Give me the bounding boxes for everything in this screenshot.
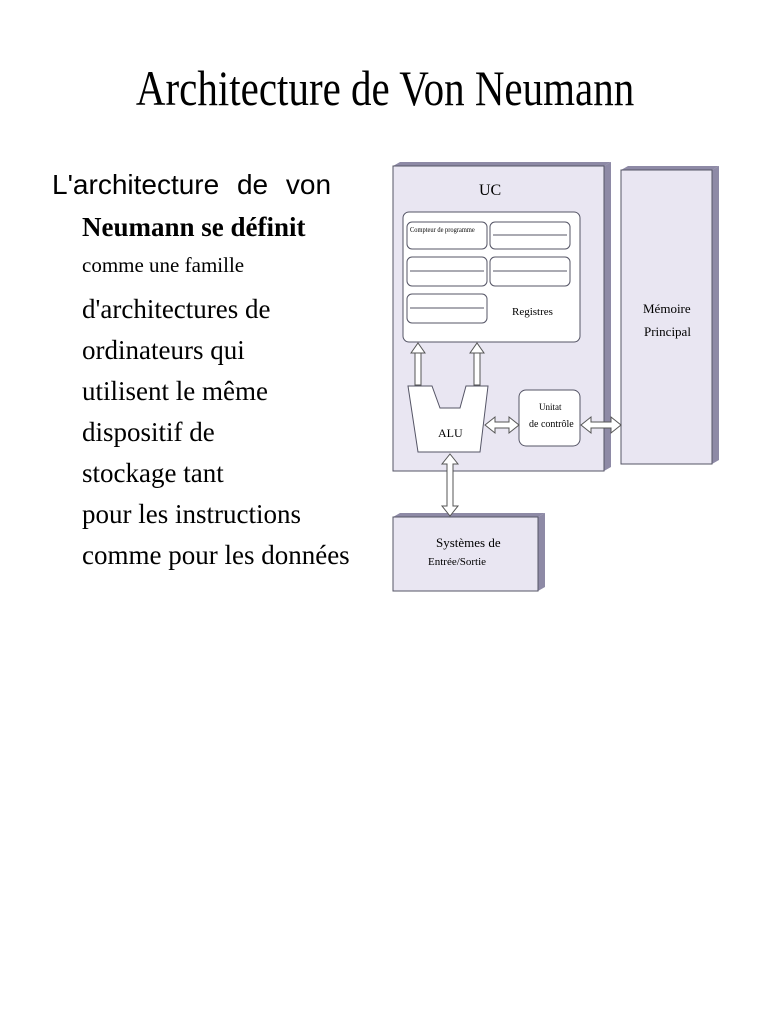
- alu-io-double-arrow: [442, 454, 458, 516]
- alu-label: ALU: [438, 426, 463, 440]
- von-neumann-diagram: [370, 140, 730, 600]
- diagram-drawing: [370, 140, 730, 600]
- memory-label-1: Mémoire: [643, 301, 691, 316]
- text-line-2: Neumann se définit: [82, 212, 306, 242]
- control-unit-box: [519, 390, 580, 446]
- text-line-9: pour les instructions: [82, 499, 301, 529]
- text-line-5: ordinateurs qui: [82, 335, 245, 365]
- text-line-1: L'architecture de von: [52, 169, 332, 200]
- text-line-4: d'architectures de: [82, 294, 271, 324]
- control-unit-label-1: Unitat: [539, 402, 562, 412]
- text-line-8: stockage tant: [82, 458, 224, 488]
- text-line-7: dispositif de: [82, 417, 215, 447]
- text-line-3: comme une famille: [82, 253, 245, 277]
- io-label-1: Systèmes de: [436, 535, 501, 550]
- io-label-2: Entrée/Sortie: [428, 556, 487, 568]
- text-line-6: utilisent le même: [82, 376, 268, 406]
- uc-label: UC: [479, 182, 502, 199]
- control-unit-label-2: de contrôle: [529, 419, 574, 430]
- text-line-10: comme pour les données: [82, 540, 350, 570]
- slide-title: Architecture de Von Neumann: [135, 60, 635, 116]
- registers-label: Registres: [512, 306, 553, 318]
- program-counter-label: Compteur de programme: [410, 226, 475, 234]
- io-box: [393, 513, 545, 591]
- memory-label-2: Principal: [644, 324, 691, 339]
